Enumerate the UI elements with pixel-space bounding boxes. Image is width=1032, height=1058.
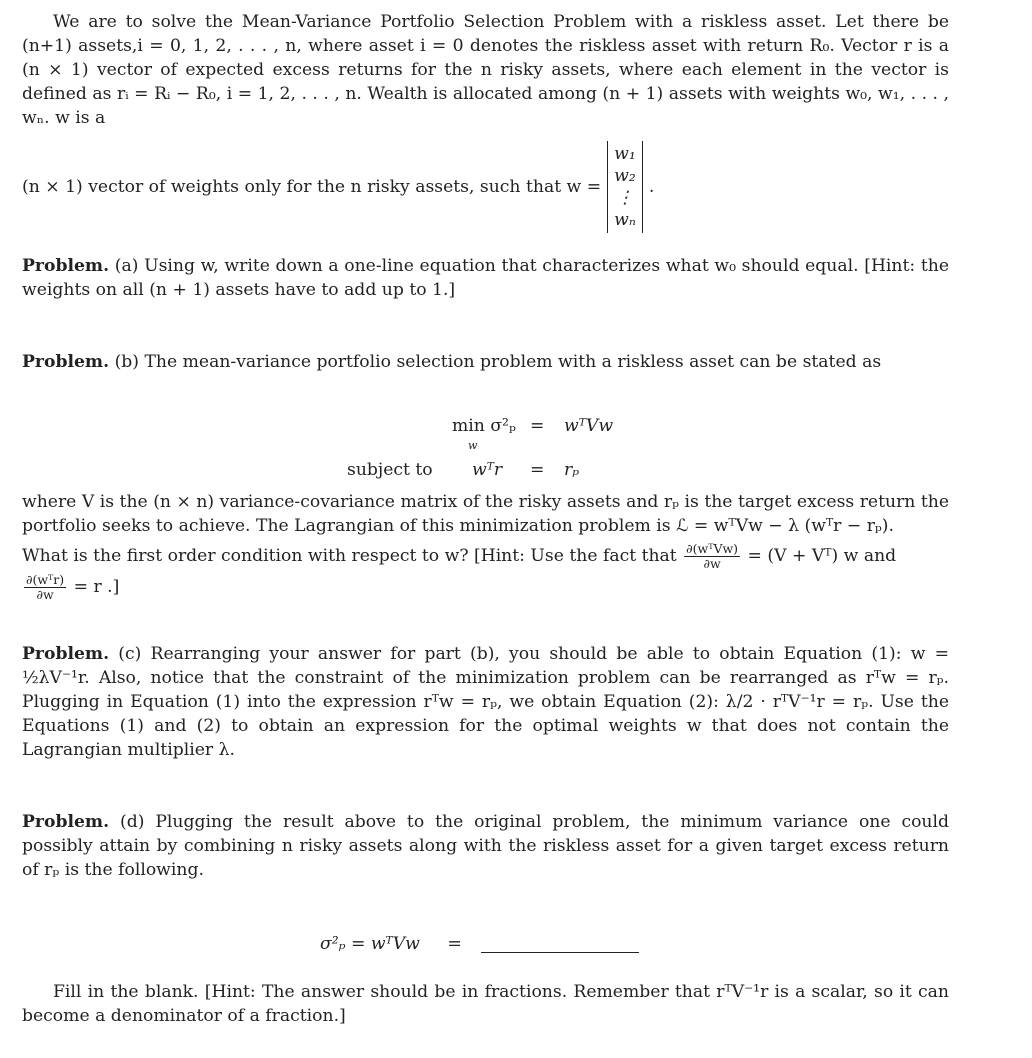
problem-d-label: Problem. <box>22 812 110 832</box>
intro-line2: (n × 1) vector of weights only for the n risky assets, such that w = <box>22 177 602 197</box>
problem-c-text: (c) Rearranging your answer for part (b), you should be able to obtain Equation (1): w = ½λV⁻¹r. Also, notice that the constraint of the minimization problem can be rearranged as rᵀw = rₚ. Plugging in Equation (1) into the expression rᵀw = rₚ, we obtain Equation (2): λ/2 · rᵀV⁻¹r = rₚ. Use the Equations (1) and (2) to obtain an expression for the optimal weights w that does not contain the Lagrangian multiplier λ. <box>22 644 949 760</box>
constraint-lhs: wᵀr <box>472 460 503 480</box>
intro-line2-end: . <box>648 177 655 197</box>
intro-paragraph: We are to solve the Mean-Variance Portfolio Selection Problem with a riskless asset. Let there be (n+1) assets,i = 0, 1, 2, . . . , n, where asset i = 0 denotes the riskless asset with return R₀. Vector r is a (n × 1) vector of expected excess returns for the n risky assets, where each element in the vector is defined as rᵢ = Rᵢ − R₀, i = 1, 2, . . . , n. Wealth is allocated among (n + 1) assets with weights w₀, w₁, . . . , wₙ. w is a <box>22 12 949 128</box>
optimization-equations <box>22 414 949 486</box>
derivative-fraction-2: $\frac{\text{∂(wᵀr)}}{\partial w}$ <box>26 572 65 602</box>
problem-b-hint: What is the first order condition with respect to w? [Hint: Use the fact that $\frac{\text{∂(wᵀVw)}}{\partial w}$ = (V + Vᵀ) w and <box>22 541 897 571</box>
derivative-fraction-1: $\frac{\text{∂(wᵀVw)}}{\partial w}$ <box>686 541 739 571</box>
objective-min: min σ²ₚ w <box>452 416 516 452</box>
problem-c <box>22 642 949 762</box>
problem-b-intro: (b) The mean-variance portfolio selection problem with a riskless asset can be stated as <box>114 352 882 372</box>
answer-blank[interactable] <box>481 936 639 953</box>
constraint-rhs: rₚ <box>564 460 580 480</box>
subject-to-label: subject to <box>347 460 433 480</box>
vector-entry: wₙ <box>614 210 636 230</box>
objective-rhs: wᵀVw <box>564 416 614 436</box>
problem-b <box>22 350 949 374</box>
min-variance-equation: σ²ₚ = wᵀVw = <box>22 932 949 956</box>
problem-b-body: where V is the (n × n) variance-covariance matrix of the risky assets and rₚ is the target excess return the portfolio seeks to achieve. The Lagrangian of this minimization problem is ℒ = wᵀVw − λ (wᵀr − rₚ). <box>22 492 949 536</box>
problem-d <box>22 810 949 882</box>
problem-a-text: (a) Using w, write down a one-line equation that characterizes what w₀ should equal. [Hint: the weights on all (n + 1) assets have to add up to 1.] <box>22 256 949 300</box>
problem-d-footer: Fill in the blank. [Hint: The answer should be in fractions. Remember that rᵀV⁻¹r is a scalar, so it can become a denominator of a fraction.] <box>22 982 949 1026</box>
document <box>22 10 949 1028</box>
problem-a-label: Problem. <box>22 256 110 276</box>
weight-vector-row <box>22 132 949 242</box>
eq-sign-2: = <box>530 460 545 480</box>
vector-entry: w₂ <box>614 166 636 186</box>
vector-entry: w₁ <box>614 144 636 164</box>
vector-entry: ⋮ <box>616 188 634 208</box>
problem-b-label: Problem. <box>22 352 110 372</box>
problem-c-label: Problem. <box>22 644 110 664</box>
problem-d-text: (d) Plugging the result above to the original problem, the minimum variance one could possibly attain by combining n risky assets along with the riskless asset for a given target excess return of rₚ is the following. <box>22 812 949 880</box>
weight-vector-matrix <box>607 141 643 233</box>
eq-sign-1: = <box>530 416 545 436</box>
problem-b-hint-2: $\frac{\text{∂(wᵀr)}}{\partial w}$ = r .] <box>26 572 120 602</box>
problem-a <box>22 254 949 302</box>
